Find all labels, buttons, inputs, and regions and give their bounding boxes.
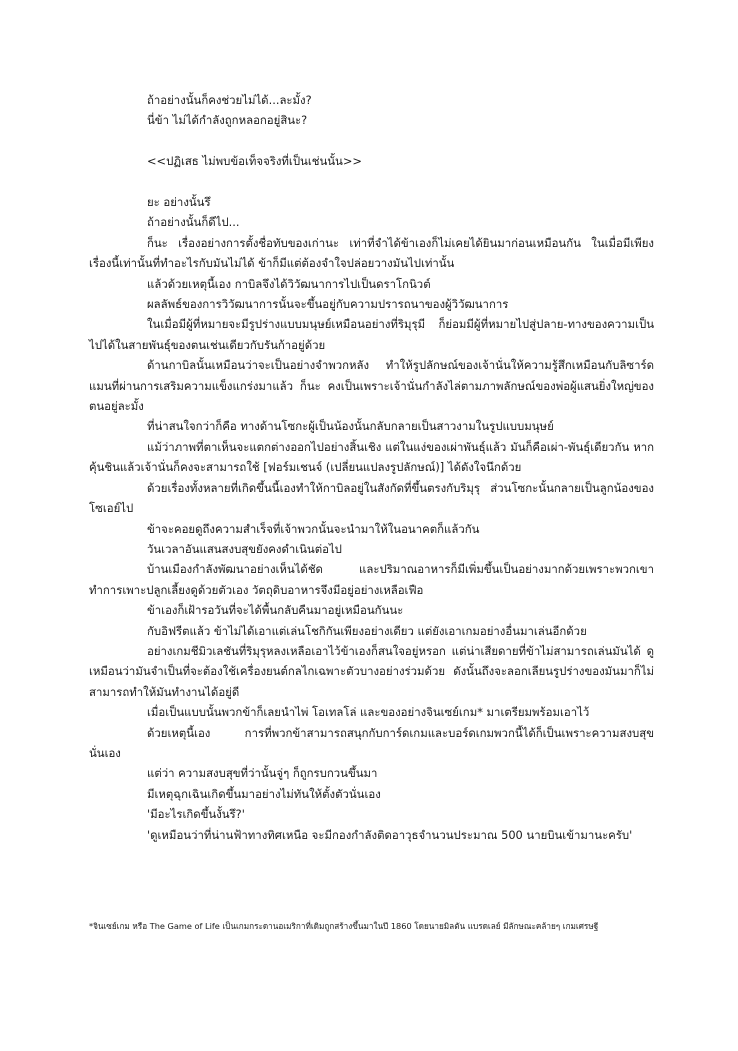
- paragraph: ถ้าอย่างนั้นก็ดีไป...: [147, 215, 240, 230]
- paragraph: ข้าเองก็เฝ้ารอวันที่จะได้พื้นกลับคืนมาอยู่เหมือนกันนะ: [147, 603, 404, 618]
- paragraph: เมื่อเป็นแบบนั้นพวกข้าก็เลยนำไพ่ โอเทลโล่ และของอย่างจินเซย์เกม* มาเตรียมพร้อมเอาไว้: [147, 705, 590, 720]
- paragraph: มีเหตุฉุกเฉินเกิดขึ้นมาอย่างไม่ทันให้ตั้งตัวนั่นเอง: [147, 786, 381, 801]
- paragraph: แม้ว่าภาพที่ตาเห็นจะแตกต่างออกไปอย่างสิ้นเชิง แต่ในแง่ของเผ่าพันธุ์แล้ว มันก็คือเผ่า-พันธุ์เดียวกัน หากคุ้นชินแล้วเจ้านั่นก็คงจะสามารถใช้ [ฟอร์มเชนจ์ (เปลี่ยนแปลงรูปลักษณ์)] ได้ดังใจนึกด้วย: [89, 439, 654, 475]
- paragraph: ด้านกาบิลนั้นเหมือนว่าจะเป็นอย่างจำพวกหลัง ทำให้รูปลักษณ์ของเจ้านั่นให้ความรู้สึกเหมือนกับลิซาร์ดแมนที่ผ่านการเสริมความแข็งแกร่งมาแล้ว ก็นะ คงเป็นเพราะเจ้านั่นกำลังไล่ตามภาพลักษณ์ของพ่อผู้แสนยิ่งใหญ่ของตนอยู่ละมั้ง: [89, 358, 654, 414]
- paragraph: ยะ อย่างนั้นรึ: [147, 195, 211, 209]
- blank-line: [89, 172, 654, 192]
- blank-line: [89, 131, 654, 151]
- paragraph: ในเมื่อมีผู้ที่หมายจะมีรูปร่างแบบมนุษย์เหมือนอย่างที่ริมุรุมี ก็ย่อมมีผู้ที่หมายไปสู่ปลาย-ทางของความเป็นไปได้ในสายพันธุ์ของตนเช่นเดียวกับรันก้าอยู่ด้วย: [89, 317, 654, 352]
- system-message: <<ปฏิเสธ ไม่พบข้อเท็จจริงที่เป็นเช่นนั้น>>: [147, 154, 362, 169]
- paragraph: ด้วยเหตุนี้เอง การที่พวกข้าสามารถสนุกกับการ์ดเกมและบอร์ดเกมพวกนี้ได้ก็เป็นเพราะความสงบสุขนั่นเอง: [89, 725, 654, 760]
- paragraph: อย่างเกมชีมิวเลชันที่ริมุรุหลงเหลือเอาไว้ข้าเองก็สนใจอยู่หรอก แต่น่าเสียดายที่ข้าไม่สามารถเล่นมันได้ ดูเหมือนว่ามันจำเป็นที่จะต้องใช้เครื่องยนต์กลไกเฉพาะตัวบางอย่างร่วมด้วย ดังนั้นถึงจะลอกเลียนรูปร่างของมันมาก็ไม่สามารถทำให้มันทำงานได้อยู่ดี: [89, 643, 654, 699]
- paragraph: วันเวลาอันแสนสงบสุขยังคงดำเนินต่อไป: [147, 541, 342, 556]
- paragraph: ด้วยเรื่องทั้งหลายที่เกิดขึ้นนี้เองทำให้กาบิลอยู่ในสังกัดที่ขึ้นตรงกับริมุรุ ส่วนโซกะนั้นกลายเป็นลูกน้องของโซเอย์ไป: [89, 480, 654, 516]
- paragraph: ที่น่าสนใจกว่าก็คือ ทางด้านโซกะผู้เป็นน้องนั้นกลับกลายเป็นสาวงามในรูปแบบมนุษย์: [147, 419, 554, 434]
- paragraph: นี่ข้า ไม่ได้กำลังถูกหลอกอยู่สินะ?: [147, 113, 308, 128]
- dialogue-line: 'ดูเหมือนว่าที่น่านฟ้าทางทิศเหนือ จะมีกองกำลังติดอาวุธจำนวนประมาณ 500 นายบินเข้ามานะครับ': [147, 827, 633, 842]
- paragraph: กับอิฟรีตแล้ว ข้าไม่ได้เอาแต่เล่นโชกิกันเพียงอย่างเดียว แต่ยังเอาเกมอย่างอื่นมาเล่นอีกด้วย: [147, 623, 587, 638]
- dialogue-line: 'มีอะไรเกิดขึ้นงั้นรึ?': [147, 807, 245, 822]
- paragraph: ข้าจะคอยดูถึงความสำเร็จที่เจ้าพวกนั้นจะนำมาให้ในอนาคตก็แล้วกัน: [147, 521, 480, 536]
- paragraph: ผลลัพธ์ของการวิวัฒนาการนั้นจะขึ้นอยู่กับความปรารถนาของผู้วิวัฒนาการ: [147, 297, 509, 312]
- paragraph: บ้านเมืองกำลังพัฒนาอย่างเห็นได้ชัด และปริมาณอาหารก็มีเพิ่มขึ้นเป็นอย่างมากด้วยเพราะพวกเขาทำการเพาะปลูกเลี้ยงดูด้วยตัวเอง วัตถุดิบอาหารจึงมีอยู่อย่างเหลือเฟือ: [89, 562, 654, 597]
- paragraph: ถ้าอย่างนั้นก็คงช่วยไม่ได้...ละมั้ง?: [147, 93, 312, 107]
- paragraph: แต่ว่า ความสงบสุขที่ว่านั้นจู่ๆ ก็ถูกรบกวนขึ้นมา: [147, 766, 378, 781]
- body-text: [89, 90, 654, 845]
- paragraph: ก็นะ เรื่องอย่างการตั้งชื่อทับของเก่านะ เท่าที่จำได้ข้าเองก็ไม่เคยได้ยินมาก่อนเหมือนกัน ในเมื่อมีเพียงเรื่องนี้เท่านั้นที่ทำอะไรกับมันไม่ได้ ข้าก็มีแต่ต้องจำใจปล่อยวางมันไปเท่านั้น: [89, 235, 654, 271]
- footnote: *จินเซย์เกม หรือ The Game of Life เป็นเกมกระดานอเมริกาที่เดิมถูกสร้างขึ้นมาในปี 1860 โดยนายมิลตัน แบรดเลย์ มีลักษณะคล้ายๆ เกมเศรษฐี: [89, 921, 599, 931]
- paragraph: แล้วด้วยเหตุนี้เอง กาบิลจึงได้วิวัฒนาการไปเป็นดราโกนิวต์: [147, 276, 431, 291]
